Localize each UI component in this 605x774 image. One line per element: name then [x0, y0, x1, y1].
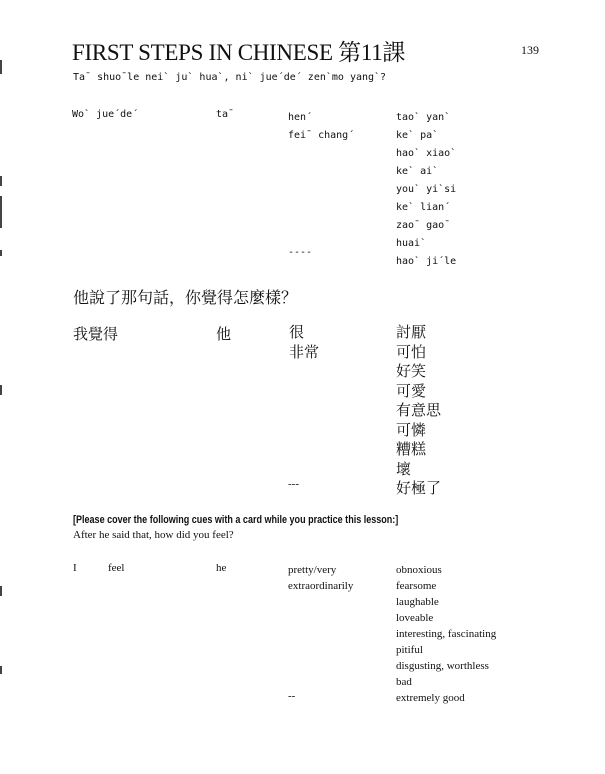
- pinyin-adjective-item: you` yi`si: [396, 184, 457, 195]
- page-number: 139: [521, 43, 539, 57]
- pinyin-adjective-item: ke` pa`: [396, 130, 439, 141]
- chinese-adjective-item: 有意思: [396, 401, 442, 419]
- english-adjective-item: bad: [396, 676, 412, 688]
- english-degree-dash: --: [288, 690, 296, 702]
- scan-edge-mark: [0, 385, 2, 395]
- cover-note: [Please cover the following cues with a card while you practice this lesson:]: [73, 514, 399, 526]
- pinyin-degree-list: [288, 109, 354, 145]
- english-degree-list: [288, 562, 353, 594]
- english-adjective-item: obnoxious: [396, 564, 442, 576]
- pinyin-degree-item: fei¯ chang´: [288, 130, 355, 141]
- pinyin-adjective-item: ke` lian´: [396, 202, 451, 213]
- chinese-adjective-item: 可怕: [396, 342, 427, 361]
- scan-edge-mark: [0, 666, 2, 674]
- pinyin-adjective-item: ke` ai`: [396, 166, 439, 177]
- scan-edge-mark: [0, 60, 2, 74]
- chinese-question: 他說了那句話，你覺得怎麼樣？: [73, 288, 298, 307]
- scan-edge-mark: [0, 176, 2, 186]
- pinyin-subject: Wo` jue´de´: [72, 109, 139, 120]
- chinese-adjective-item: 討厭: [396, 323, 427, 341]
- english-degree-item: pretty/very: [288, 564, 337, 576]
- chinese-adjective-item: 壞: [396, 459, 412, 478]
- chinese-adjective-item: 好極了: [396, 479, 442, 497]
- english-degree-item: extraordinarily: [288, 580, 354, 592]
- chinese-adjective-item: 可憐: [396, 420, 427, 439]
- pinyin-adjective-item: hao` ji´le: [396, 256, 457, 267]
- chinese-adjective-item: 好笑: [396, 362, 427, 380]
- chinese-adjective-item: 糟糕: [396, 440, 427, 458]
- english-question: After he said that, how did you feel?: [73, 529, 234, 541]
- chinese-degree-list: [289, 323, 319, 362]
- scan-edge-mark: [0, 196, 2, 228]
- pinyin-degree-item: hen´: [288, 112, 313, 123]
- pinyin-question: Ta¯ shuo¯le nei` ju` hua`, ni` jue´de´ zen`mo yang`?: [73, 72, 387, 83]
- english-object: he: [216, 562, 227, 574]
- english-adjective-item: laughable: [396, 596, 439, 608]
- english-adjective-item: fearsome: [396, 580, 437, 592]
- pinyin-adjective-item: tao` yan`: [396, 112, 451, 123]
- chinese-object: 他: [216, 325, 232, 343]
- chinese-degree-dash: ---: [288, 478, 299, 490]
- pinyin-adjective-item: hao` xiao`: [396, 148, 457, 159]
- english-subject: I: [73, 562, 77, 574]
- pinyin-adjective-item: huai`: [396, 238, 427, 249]
- pinyin-adjective-item: zao¯ gao¯: [396, 220, 451, 231]
- english-adjective-list: [396, 562, 496, 706]
- pinyin-object: ta¯: [216, 109, 235, 120]
- page-title: FIRST STEPS IN CHINESE 第11課: [72, 40, 406, 65]
- chinese-adjective-item: 可愛: [396, 381, 427, 400]
- english-adjective-item: loveable: [396, 612, 434, 624]
- english-adjective-item: interesting, fascinating: [396, 628, 497, 640]
- scan-edge-mark: [0, 250, 2, 256]
- pinyin-adjective-list: [396, 109, 456, 271]
- pinyin-degree-dash: ----: [288, 247, 313, 258]
- english-verb: feel: [108, 562, 125, 574]
- chinese-degree-item: 很: [289, 323, 305, 341]
- english-adjective-item: pitiful: [396, 644, 423, 656]
- english-adjective-item: disgusting, worthless: [396, 660, 489, 672]
- scan-edge-mark: [0, 586, 2, 596]
- chinese-adjective-list: [396, 323, 441, 499]
- chinese-degree-item: 非常: [289, 342, 320, 361]
- chinese-subject: 我覺得: [73, 325, 119, 343]
- english-adjective-item: extremely good: [396, 692, 465, 704]
